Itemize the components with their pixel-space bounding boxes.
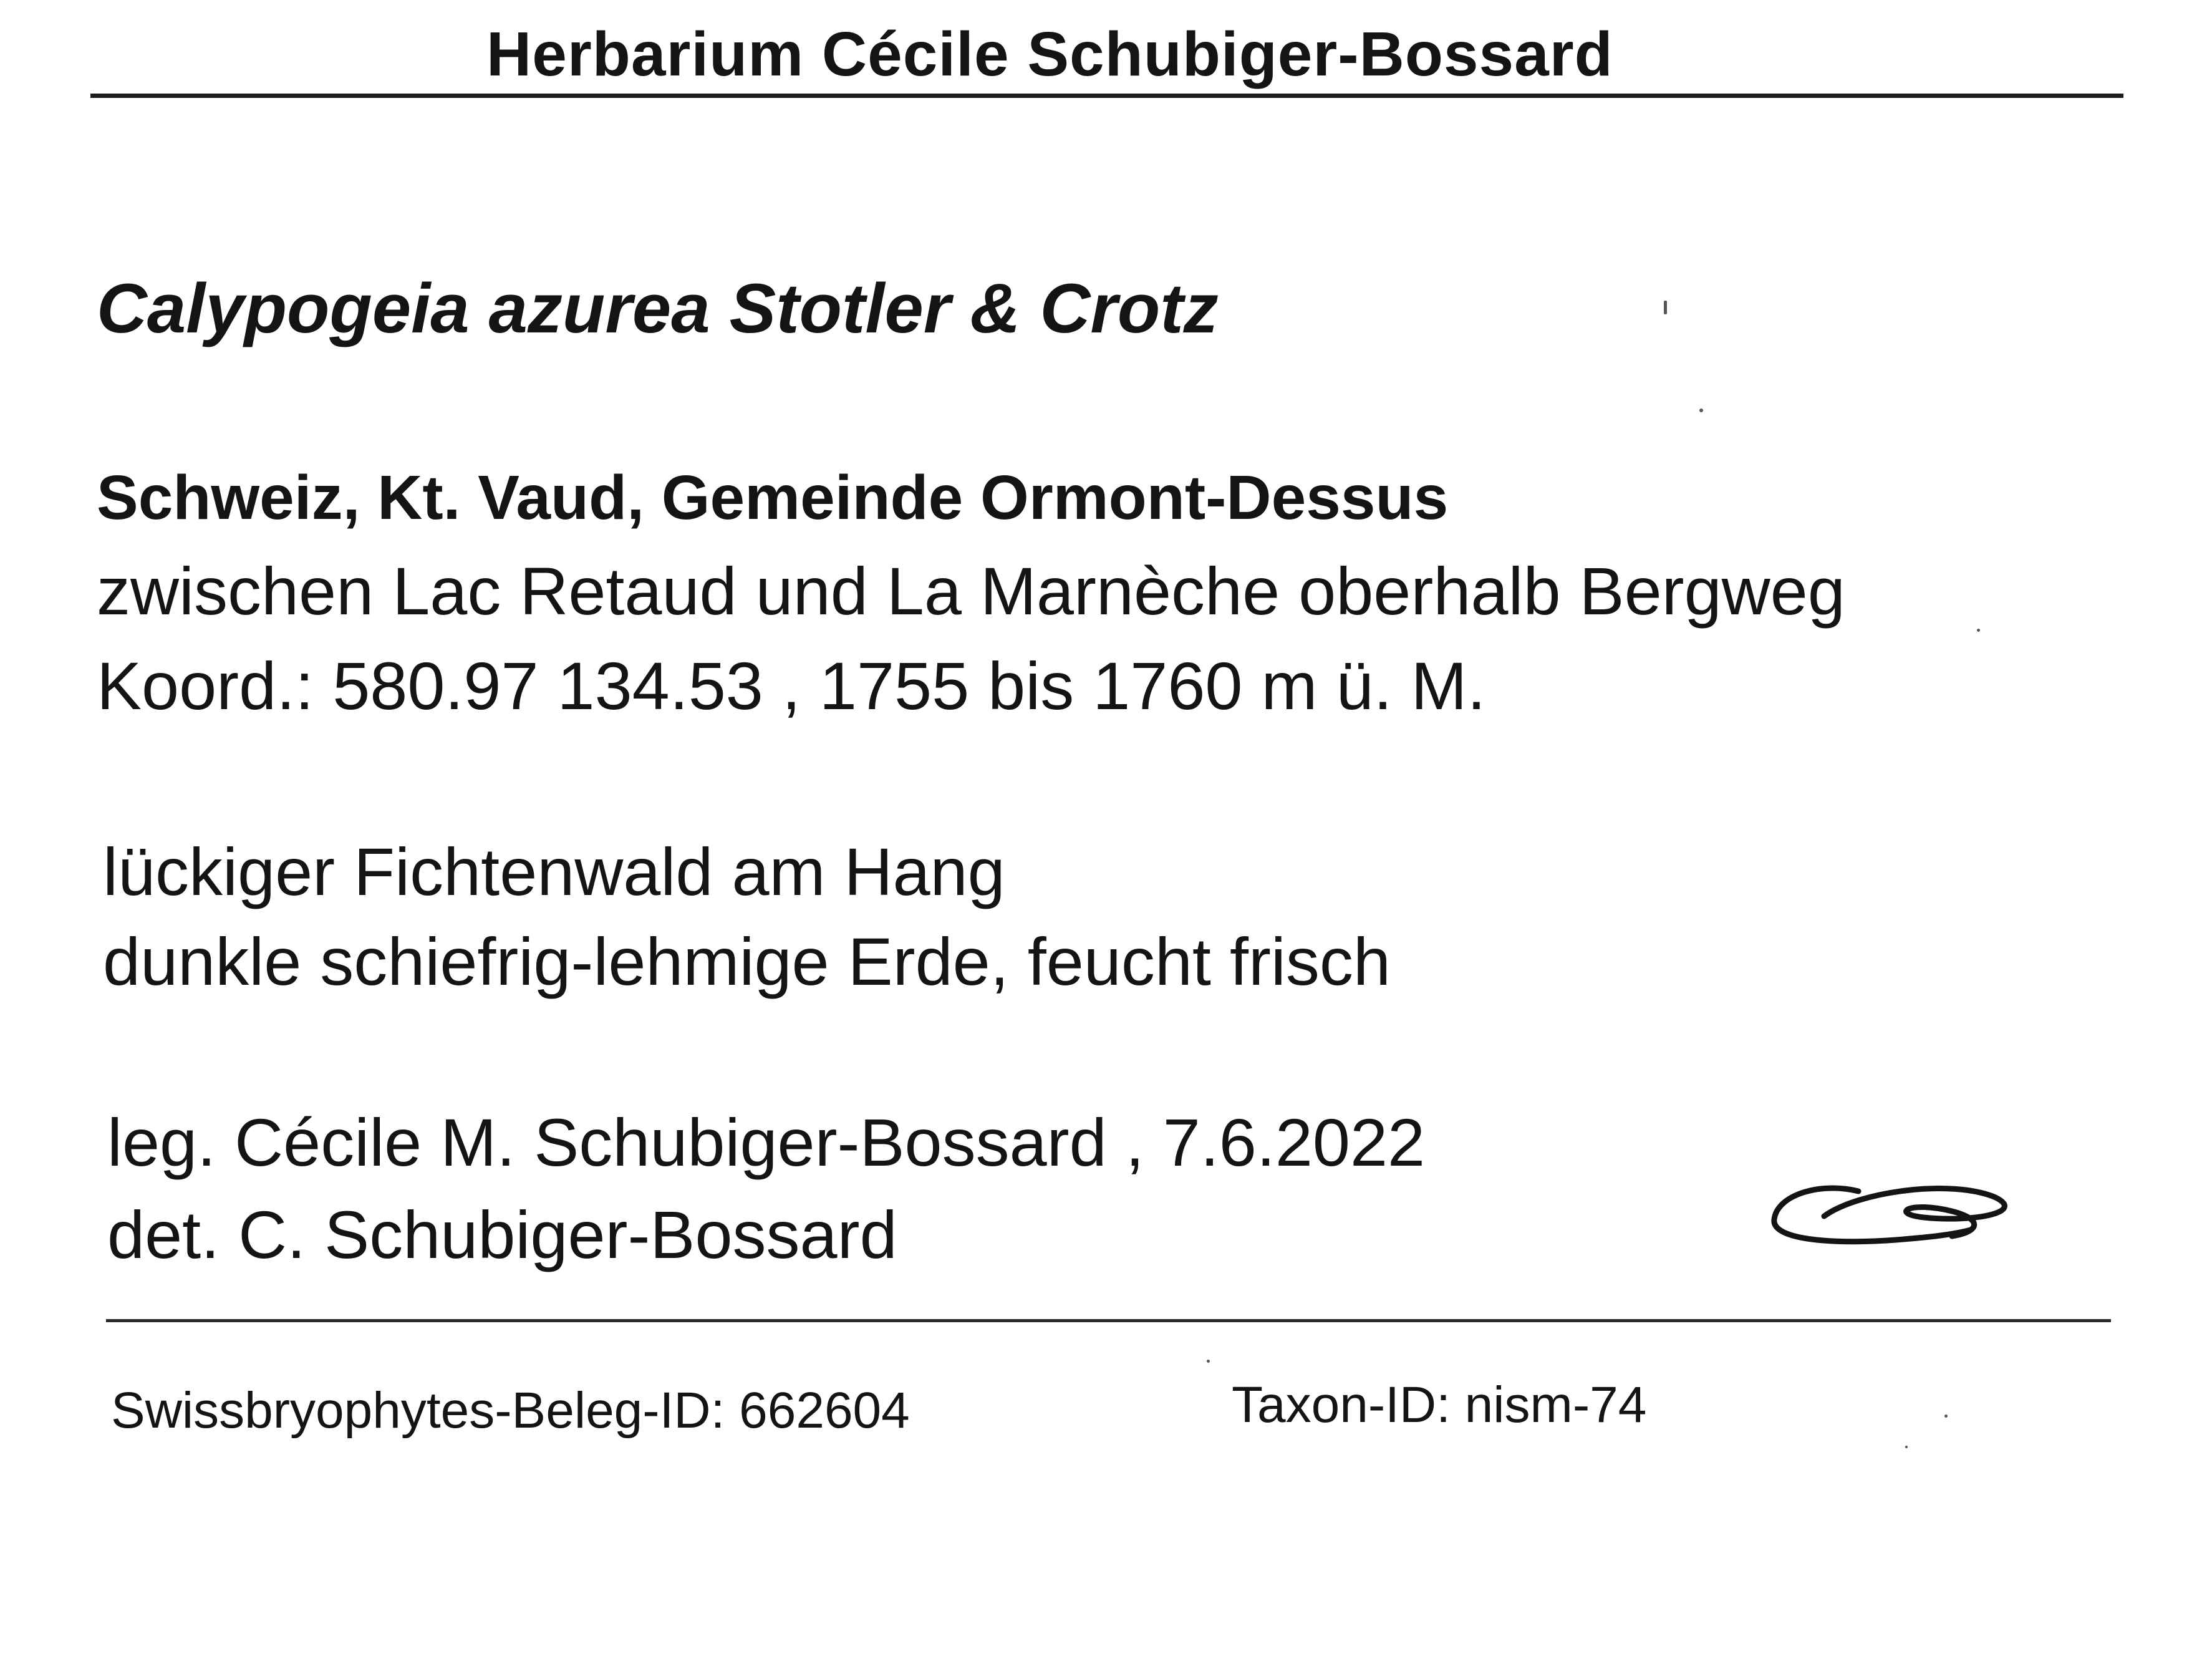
- locality-main: Schweiz, Kt. Vaud, Gemeinde Ormont-Dessus: [97, 463, 1449, 533]
- determiner-line: det. C. Schubiger-Bossard: [107, 1197, 897, 1272]
- collector-line: leg. Cécile M. Schubiger-Bossard , 7.6.2022: [107, 1105, 1426, 1180]
- habitat-line-1: lückiger Fichtenwald am Hang: [103, 834, 1005, 909]
- scan-speck: [1977, 629, 1980, 632]
- scan-speck: [1664, 301, 1667, 314]
- taxon-name: Calypogeia azurea Stotler & Crotz: [97, 269, 1219, 347]
- footer-divider: [106, 1319, 2111, 1322]
- header-divider: [90, 94, 2123, 98]
- locality-detail: zwischen Lac Retaud und La Marnèche oberhalb Bergweg: [97, 553, 1845, 629]
- scan-speck: [1905, 1446, 1908, 1448]
- habitat-line-2: dunkle schiefrig-lehmige Erde, feucht frisch: [103, 924, 1391, 999]
- signature-mark: [1765, 1166, 2014, 1260]
- herbarium-title: Herbarium Cécile Schubiger-Bossard: [486, 19, 1613, 89]
- scan-speck: [1207, 1360, 1210, 1363]
- scan-speck: [1699, 409, 1703, 412]
- taxon-id: Taxon-ID: nism-74: [1232, 1376, 1647, 1433]
- coordinates-elevation: Koord.: 580.97 134.53 , 1755 bis 1760 m ü. M.: [97, 648, 1486, 723]
- beleg-id: Swissbryophytes-Beleg-ID: 662604: [111, 1382, 910, 1439]
- scan-speck: [1944, 1415, 1948, 1418]
